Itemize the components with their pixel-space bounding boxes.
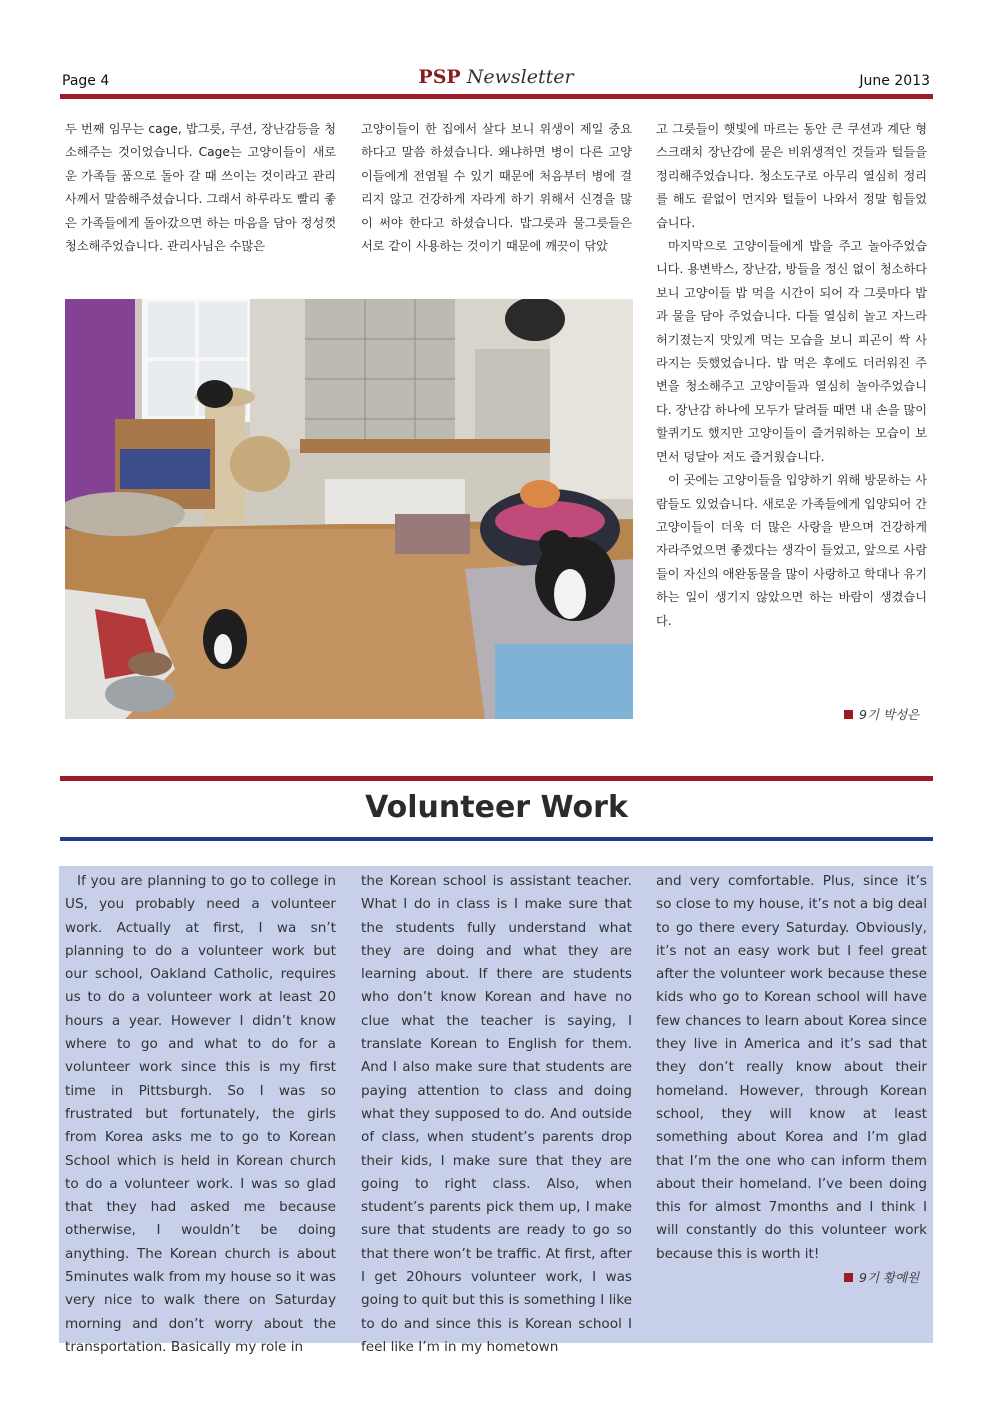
korean-article-column-3	[656, 118, 927, 633]
volunteer-paragraph: If you are planning to go to college in US, you probably need a volunteer work. Actually at first, I wa sn’t planning to do a volunteer work but our school, Oakland Catholic, requires us to do a volunteer work at least 20 hours a year. However I didn’t know where to go and what to do for a volunteer work since this is my first time in Pittsburgh. So I was so frustrated but fortunately, the girls from Korea asks me to go to Korean School which is held in Korean church to do a volunteer work. I was so glad that they had asked me because otherwise, I wouldn’t be doing anything. The Korean church is about 5minutes walk from my house so it was very nice to walk there on Saturday morning and don’t worry about the transportation. Basically my role in	[65, 873, 336, 1355]
volunteer-column-2	[361, 870, 632, 1359]
volunteer-paragraph: the Korean school is assistant teacher. What I do in class is I make sure that the students fully understand what they are doing and what they are learning about. If there are students who don’t know Korean and have no clue what the teacher is saying, I translate Korean to English for them. And I also make sure that students are paying attention to class and doing what they supposed to do. And outside of class, when student’s parents drop their kids, I make sure that they are going to right class. Also, when student’s parents pick them up, I make sure that students are ready to go so that there won’t be traffic. At first, after I get 20hours volunteer work, I was going to quit but this is something I like to do and since this is Korean school I feel like I’m in my hometown	[361, 873, 632, 1355]
signature-bullet-icon	[844, 710, 853, 719]
korean-article-column-2	[361, 118, 632, 258]
newsletter-brand: PSP	[418, 66, 461, 88]
korean-paragraph: 마지막으로 고양이들에게 밥을 주고 놀아주었습니다. 용변박스, 장난감, 방들을 정신 없이 청소하다 보니 고양이들 밥 먹을 시간이 되어 각 그릇마다 밥과 물을 담아 주었습니다. 다들 열심히 놀고 자느라 허기졌는지 맛있게 먹는 모습을 보니 피곤이 싹 사라지는 듯했었습니다. 밥 먹은 후에도 더러워진 주변을 청소해주고 고양이들과 열심히 놀아주었습니다. 장난감 하나에 모두가 달려들 때면 내 손을 많이 할퀴기도 했지만 고양이들이 즐거워하는 모습이 보면서 덩달아 저도 즐거웠습니다.	[656, 239, 927, 464]
korean-paragraph: 두 번째 임무는 cage, 밥그릇, 쿠션, 장난감등을 청소해주는 것이었습니다. Cage는 고양이들이 새로운 가족들 품으로 돌아 갈 때 쓰이는 것이라고 관리사께서 말씀해주셨습니다. 그래서 하루라도 빨리 좋은 가족들에게 돌아갔으면 하는 마음을 담아 정성껏 청소해주었습니다. 관리사님은 수많은	[65, 122, 336, 254]
page-number: Page 4	[62, 73, 110, 89]
section-divider-red	[60, 776, 933, 781]
korean-article-signature	[844, 705, 919, 723]
korean-paragraph: 고양이들이 한 집에서 살다 보니 위생이 제일 중요하다고 말씀 하셨습니다. 왜냐하면 병이 다른 고양이들에게 전염될 수 있기 때문에 처음부터 병에 걸리지 않고 건강하게 자라게 하기 위해서 신경을 많이 써야 한다고 하셨습니다. 밥그릇과 물그릇들은 서로 같이 사용하는 것이기 때문에 깨끗이 닦았	[361, 122, 632, 254]
header-divider	[60, 94, 933, 99]
section-divider-blue	[60, 837, 933, 841]
volunteer-paragraph: and very comfortable. Plus, since it’s so close to my house, it’s not a big deal to go there every Saturday. Obviously, it’s not an easy work but I feel great after the volunteer work because these kids who go to Korean school will have few chances to learn about Korea since they live in America and it’s sad that they don’t really know about their homeland. However, through Korean school, they will know at least something about Korea and I’m glad that I’m the one who can inform them about their homeland. I’ve been doing this for almost 7months and I think I will constantly do this volunteer work because this is worth it!	[656, 873, 927, 1262]
page-header	[60, 66, 932, 96]
newsletter-word: Newsletter	[466, 66, 574, 88]
korean-article-column-1	[65, 118, 336, 258]
volunteer-column-3	[656, 870, 927, 1266]
korean-paragraph: 고 그릇들이 햇빛에 마르는 동안 큰 쿠션과 계단 형 스크래치 장난감에 묻은 비위생적인 것들과 털들을 정리해주었습니다. 청소도구로 아무리 열심히 정리를 해도 끝없이 먼지와 털들이 나와서 정말 힘들었습니다.	[656, 122, 927, 230]
issue-date: June 2013	[859, 73, 930, 89]
signature-text: 9기 황예원	[859, 1270, 920, 1285]
signature-bullet-icon	[844, 1273, 853, 1282]
newsletter-title	[60, 66, 932, 88]
section-title: Volunteer Work	[365, 790, 628, 825]
korean-paragraph: 이 곳에는 고양이들을 입양하기 위해 방문하는 사람들도 있었습니다. 새로운 가족들에게 입양되어 간 고양이들이 더욱 더 많은 사랑을 받으며 건강하게 자라주었으면 좋겠다는 생각이 들었고, 앞으로 사람들이 자신의 애완동물을 많이 사랑하고 학대나 유기하는 일이 생기지 않았으면 하는 바람이 생겼습니다.	[656, 473, 927, 628]
signature-text: 9기 박성은	[859, 707, 920, 722]
volunteer-column-1	[65, 870, 336, 1359]
cat-shelter-photo	[65, 299, 633, 719]
volunteer-signature	[844, 1268, 919, 1286]
